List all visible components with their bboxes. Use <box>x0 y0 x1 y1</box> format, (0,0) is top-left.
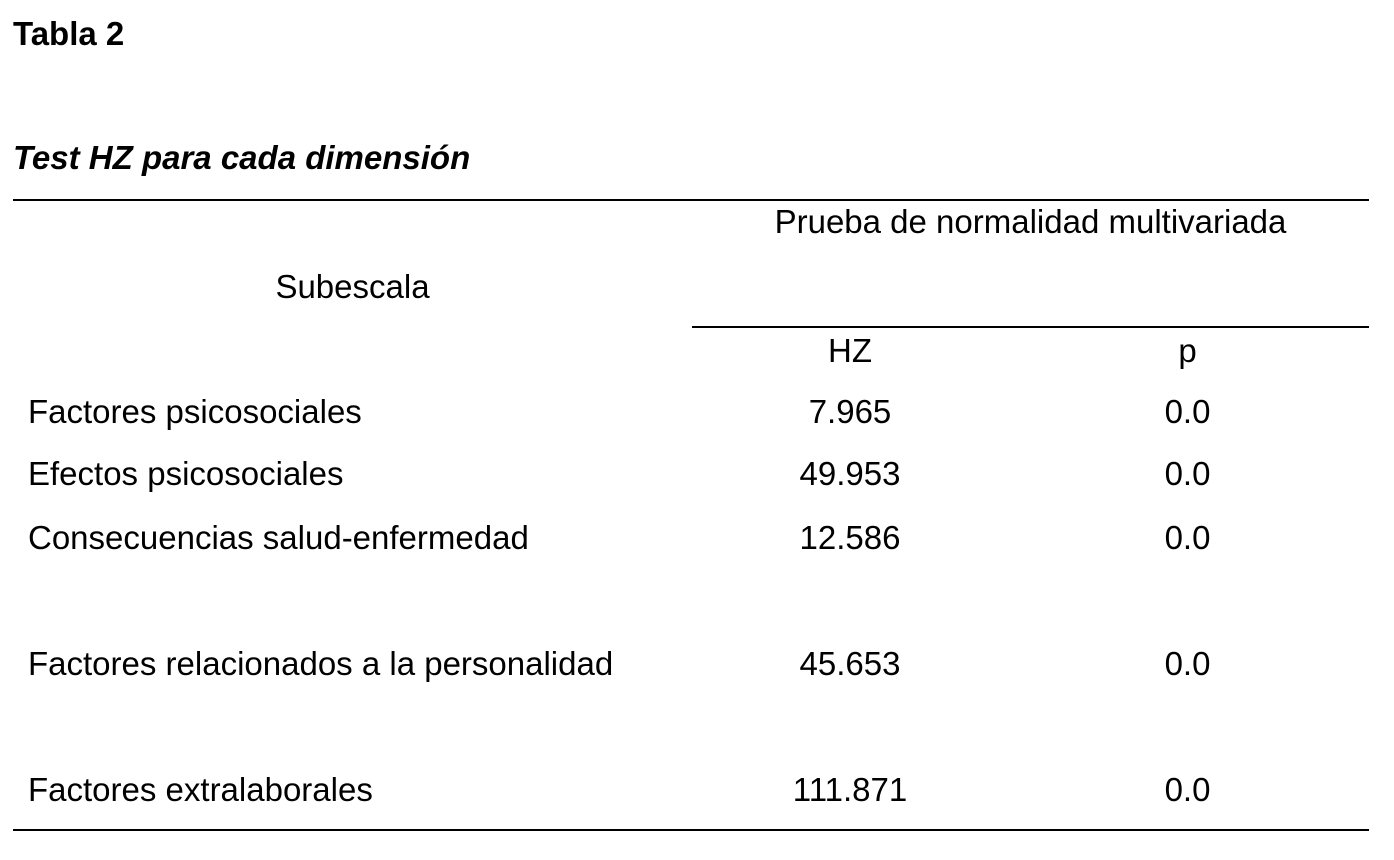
table-number: Tabla 2 <box>13 15 125 52</box>
hz-value: 7.965 <box>808 393 892 430</box>
subscale-header: Subescala <box>275 268 430 305</box>
row-label: Factores psicosociales <box>28 393 362 430</box>
row-label: Factores extralaborales <box>28 771 373 808</box>
bottom-rule <box>13 829 1369 831</box>
group-header-rule <box>692 326 1369 328</box>
hz-value: 111.871 <box>792 771 908 808</box>
group-header: Prueba de normalidad multivariada <box>774 203 1287 240</box>
hz-value: 49.953 <box>799 455 901 492</box>
p-value: 0.0 <box>1164 771 1211 808</box>
hz-value: 12.586 <box>799 519 901 556</box>
table-title: Test HZ para cada dimensión <box>13 139 471 176</box>
p-column-header: p <box>1178 332 1197 369</box>
p-value: 0.0 <box>1164 519 1211 556</box>
hz-column-header: HZ <box>828 332 872 369</box>
top-rule <box>13 199 1369 201</box>
row-label: Consecuencias salud-enfermedad <box>28 519 529 556</box>
row-label: Efectos psicosociales <box>28 455 344 492</box>
hz-value: 45.653 <box>799 645 901 682</box>
p-value: 0.0 <box>1164 455 1211 492</box>
row-label: Factores relacionados a la personalidad <box>28 645 614 682</box>
p-value: 0.0 <box>1164 393 1211 430</box>
p-value: 0.0 <box>1164 645 1211 682</box>
